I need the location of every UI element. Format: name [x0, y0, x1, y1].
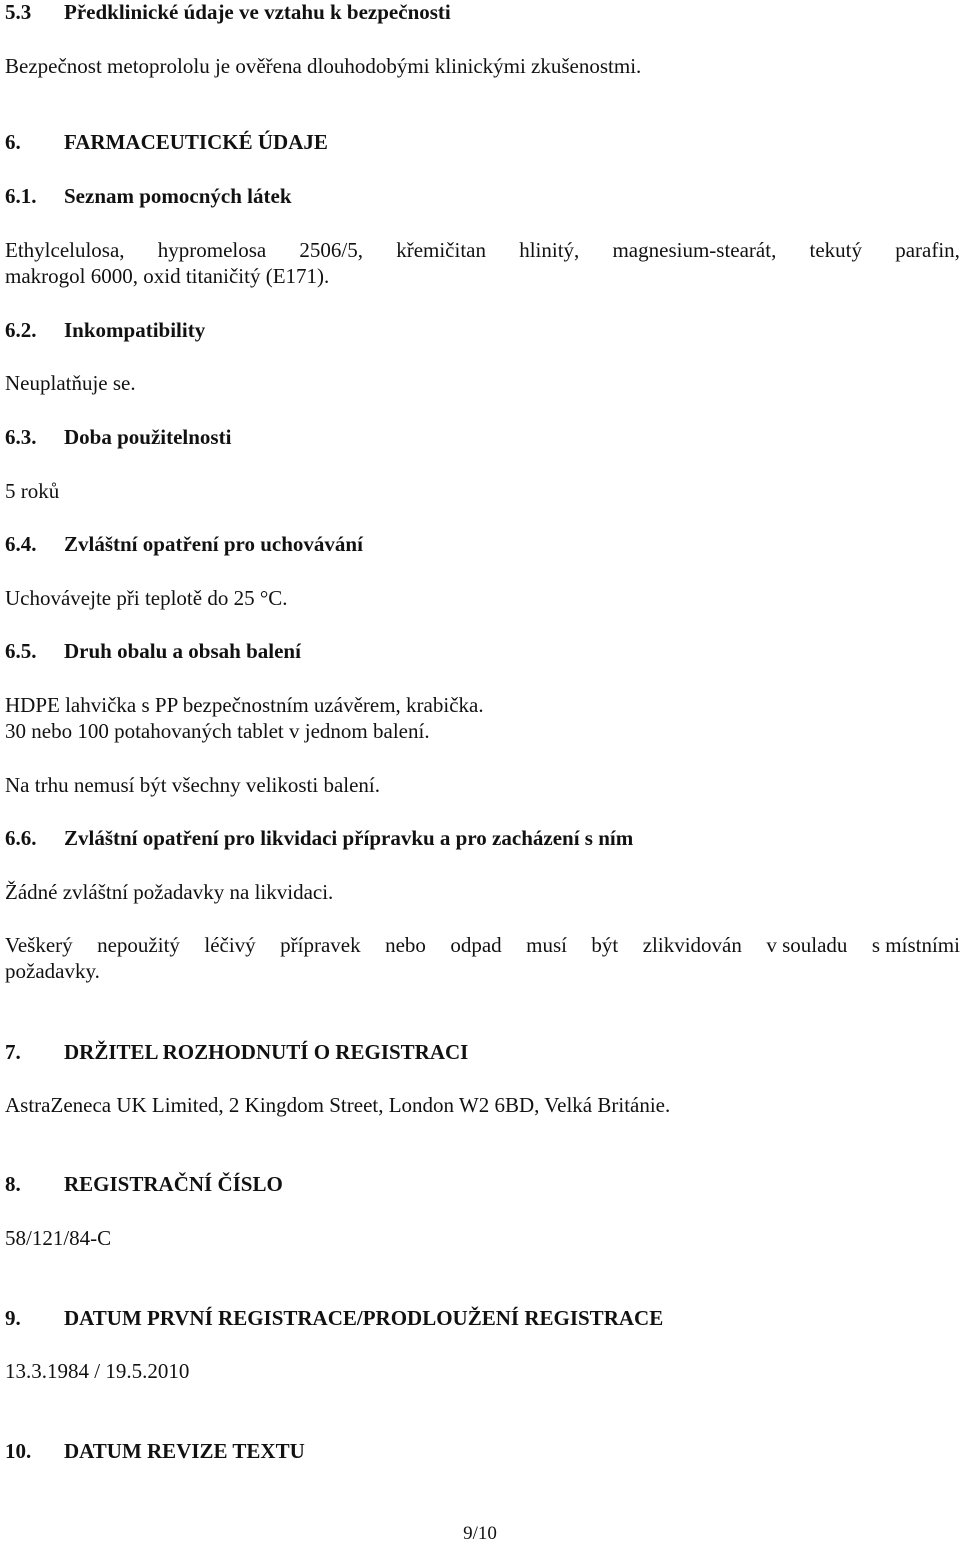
section-9-heading [5, 1308, 663, 1329]
word: musí [526, 933, 567, 957]
section-title: Inkompatibility [64, 318, 206, 342]
word: tekutý [809, 238, 863, 262]
word: Ethylcelulosa, [5, 238, 125, 262]
section-number: 7. [5, 1040, 21, 1064]
section-8-heading [5, 1174, 283, 1195]
justified-line [5, 935, 960, 956]
section-title: Doba použitelnosti [64, 425, 232, 449]
section-number: 6. [5, 130, 21, 154]
section-number: 5.3 [5, 0, 32, 24]
section-6-5-text-line-3: Na trhu nemusí být všechny velikosti balení. [5, 773, 381, 797]
section-number: 9. [5, 1306, 21, 1330]
word: křemičitan [396, 238, 486, 262]
justified-line [5, 240, 960, 261]
section-6-6-heading [5, 828, 633, 849]
section-6-6-text-1: Žádné zvláštní požadavky na likvidaci. [5, 880, 334, 904]
section-8-text: 58/121/84-C [5, 1226, 112, 1250]
section-title: Předklinické údaje ve vztahu k bezpečnosti [64, 0, 451, 24]
section-10-heading [5, 1441, 305, 1462]
section-6-1-text [5, 240, 960, 261]
section-7-heading [5, 1042, 468, 1063]
section-title: REGISTRAČNÍ ČÍSLO [64, 1172, 283, 1196]
section-number: 6.2. [5, 318, 37, 342]
section-6-2-text: Neuplatňuje se. [5, 371, 136, 395]
word: parafin, [895, 238, 960, 262]
section-number: 10. [5, 1439, 32, 1463]
word: hypromelosa [157, 238, 267, 262]
section-number: 8. [5, 1172, 21, 1196]
section-6-heading [5, 132, 328, 153]
section-6-3-text: 5 roků [5, 479, 60, 503]
section-6-2-heading [5, 320, 205, 341]
section-6-5-text-line-1: HDPE lahvička s PP bezpečnostním uzávěrem, krabička. [5, 693, 484, 717]
section-title: Zvláštní opatření pro uchovávání [64, 532, 363, 556]
word: nepoužitý [97, 933, 180, 957]
page-number: 9/10 [463, 1523, 497, 1544]
section-6-5-heading [5, 641, 301, 662]
section-title: DATUM PRVNÍ REGISTRACE/PRODLOUŽENÍ REGISTRACE [64, 1306, 664, 1330]
word: magnesium-stearát, [612, 238, 777, 262]
word: s místními [871, 933, 960, 957]
section-6-4-heading [5, 534, 363, 555]
word: zlikvidován [642, 933, 742, 957]
section-title: Zvláštní opatření pro likvidaci přípravku a pro zacházení s ním [64, 826, 634, 850]
section-number: 6.3. [5, 425, 37, 449]
word: odpad [450, 933, 502, 957]
word: 2506/5, [299, 238, 364, 262]
section-7-text: AstraZeneca UK Limited, 2 Kingdom Street, London W2 6BD, Velká Británie. [5, 1093, 671, 1117]
word: Veškerý [5, 933, 73, 957]
section-6-1-text-line-2: makrogol 6000, oxid titaničitý (E171). [5, 264, 330, 288]
section-6-4-text: Uchovávejte při teplotě do 25 °C. [5, 586, 288, 610]
section-6-3-heading [5, 427, 231, 448]
section-number: 6.1. [5, 184, 37, 208]
word: být [591, 933, 619, 957]
section-6-1-heading [5, 186, 292, 207]
section-title: FARMACEUTICKÉ ÚDAJE [64, 130, 328, 154]
section-number: 6.4. [5, 532, 37, 556]
section-title: DRŽITEL ROZHODNUTÍ O REGISTRACI [64, 1040, 469, 1064]
word: léčivý [204, 933, 256, 957]
section-number: 6.6. [5, 826, 37, 850]
section-5-3-text: Bezpečnost metoprololu je ověřena dlouhodobými klinickými zkušenostmi. [5, 54, 642, 78]
section-6-5-text-line-2: 30 nebo 100 potahovaných tablet v jednom balení. [5, 719, 430, 743]
word: nebo [385, 933, 426, 957]
section-6-6-text-2-line-2: požadavky. [5, 959, 100, 983]
section-title: DATUM REVIZE TEXTU [64, 1439, 305, 1463]
section-title: Druh obalu a obsah balení [64, 639, 301, 663]
word: v souladu [766, 933, 848, 957]
section-title: Seznam pomocných látek [64, 184, 292, 208]
section-6-6-text-2 [5, 935, 960, 956]
section-9-text: 13.3.1984 / 19.5.2010 [5, 1359, 190, 1383]
word: přípravek [280, 933, 361, 957]
section-5-3-heading [5, 2, 451, 23]
section-number: 6.5. [5, 639, 37, 663]
word: hlinitý, [519, 238, 580, 262]
